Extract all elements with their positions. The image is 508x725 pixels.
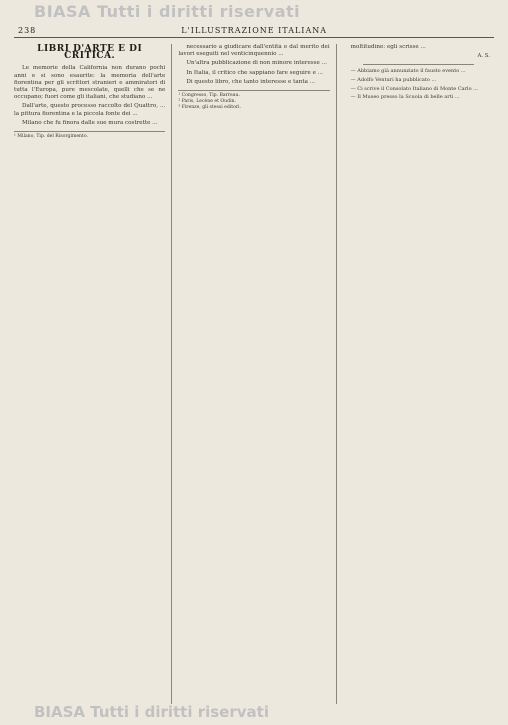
footnote: ² Paris, Lecène et Oudin. (178, 99, 236, 105)
article-paragraph: Le memorie della California non durano pochi anni e si sono esaurite: la memoria dell'arte fiorentina per gli scrittori stranieri e ammiratori di tutta l'Europa, pure mescolate, quelli che se ne occupano; fuori come gli italiani, che studiano ... (14, 65, 166, 101)
footnote: ¹ Milano, Tip. del Risorgimento. (14, 131, 165, 140)
column-divider (336, 44, 337, 704)
page-number: 238 (18, 26, 37, 35)
footnote: ¹ Congresso, Tip. Barreau. (178, 93, 240, 99)
column-2 (178, 44, 329, 704)
article-paragraph: Dall'arte, questo processo raccolto del Quattro, ... la pittura fiorentina e la piccola fonte dei ... (14, 103, 166, 117)
article-paragraph: Un'altra pubblicazione di non minore interesse ... (186, 60, 327, 67)
footnotes (178, 90, 329, 111)
column-divider (171, 44, 172, 704)
watermark-bottom: BIASA Tutti i diritti riservati (34, 703, 269, 721)
footnote: ³ Firenze, gli stessi editori. (178, 105, 241, 111)
article-paragraph: necessario a giudicare dall'entità e dal merito dei lavori eseguiti nel venticinquennio ... (178, 44, 330, 58)
signature: A. S. (477, 53, 490, 60)
news-item: — Adolfo Venturi ha pubblicato ... (350, 77, 437, 83)
column-3 (343, 44, 494, 704)
watermark-top: BIASA Tutti i diritti riservati (34, 2, 301, 21)
text-columns (14, 44, 494, 704)
news-item: — Ci scrive il Consolato Italiano di Monte Carlo ... (350, 85, 479, 92)
article-paragraph: moltitudine: egli scrisse ... (350, 44, 426, 50)
article-paragraph: Di questo libro, che tanto interesse e tanta ... (186, 78, 316, 85)
separator-line (363, 64, 474, 65)
news-item: — Abbiamo già annunziato il fausto evento ... (350, 68, 466, 75)
article-paragraph: In Italia, il critico che sappiano fare seguire e ... (186, 69, 324, 76)
column-1 (14, 44, 165, 704)
section-title: LIBRI D'ARTE E DI CRITICA. (37, 44, 143, 62)
news-item: — Il Museo presso la Scuola di belle arti ... (350, 94, 460, 101)
article-paragraph: Milano che fu finora dalle sue mura costrette ... (22, 119, 158, 126)
publication-title: L'ILLUSTRAZIONE ITALIANA (181, 26, 328, 35)
